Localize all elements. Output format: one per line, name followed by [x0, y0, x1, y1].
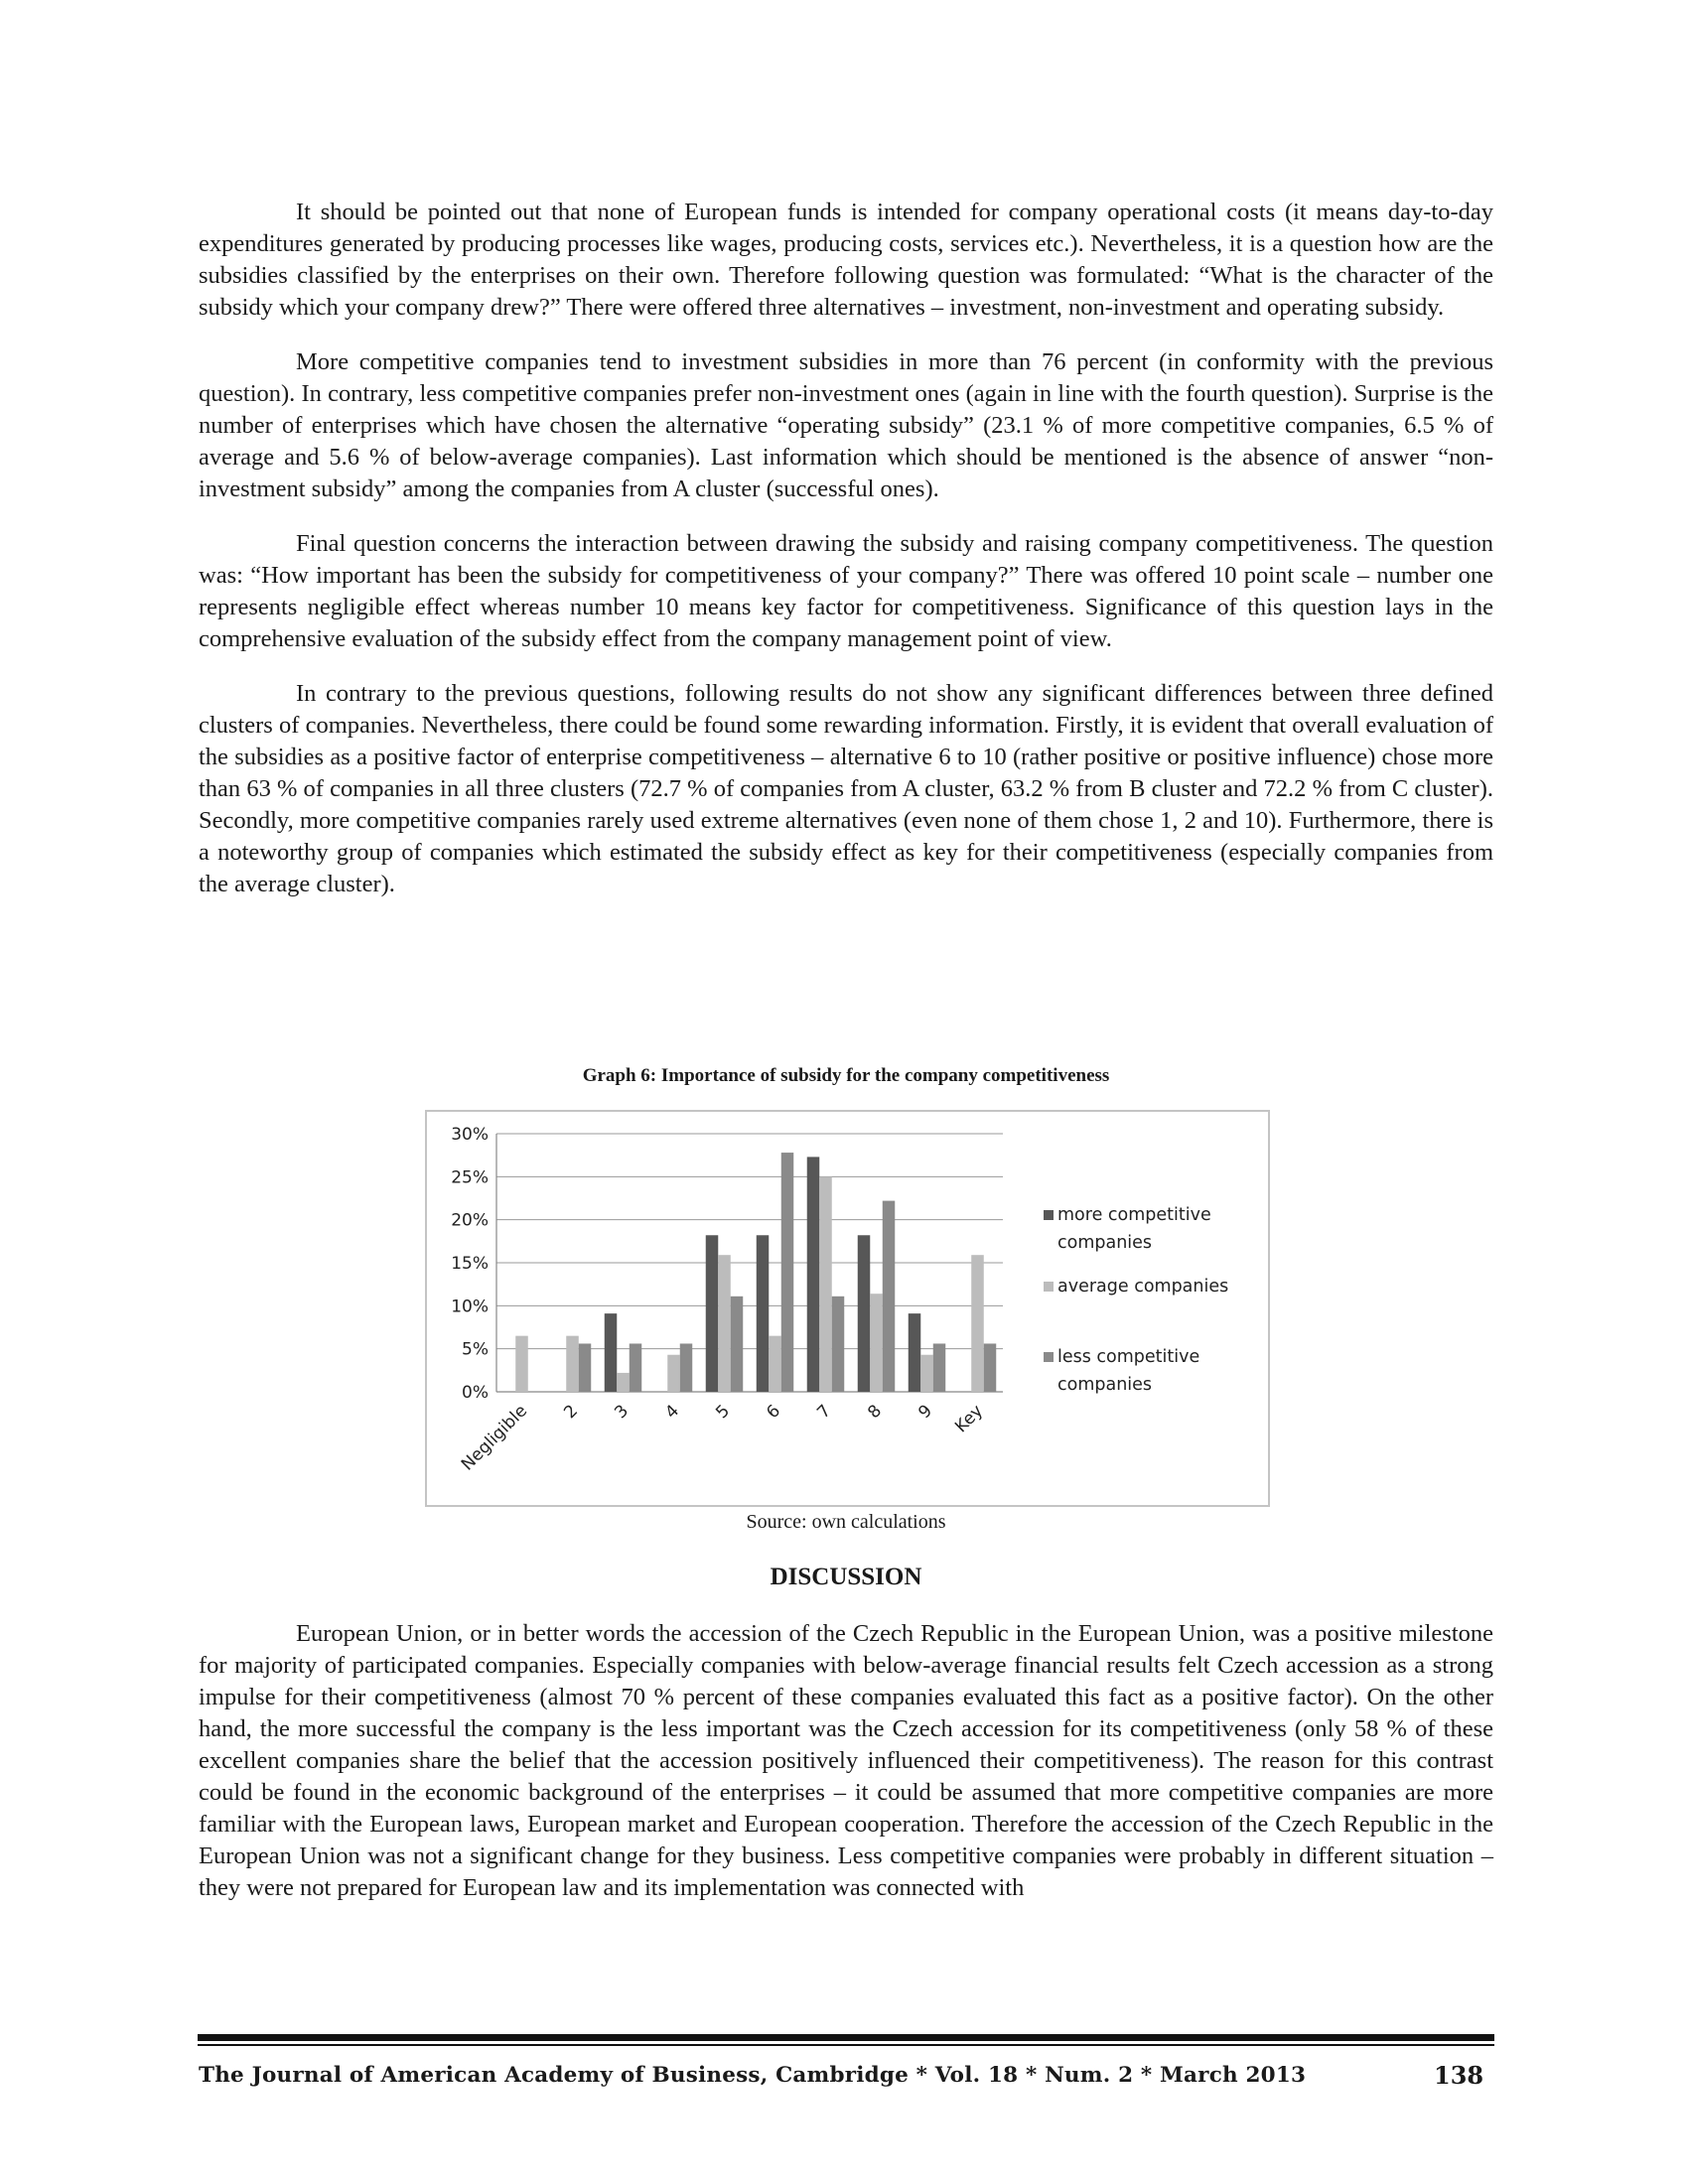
legend-label: companies	[1057, 1375, 1153, 1395]
y-tick-label: 5%	[462, 1339, 489, 1360]
legend-swatch	[1044, 1352, 1054, 1362]
bar	[832, 1297, 845, 1392]
chart-frame	[425, 1110, 1270, 1507]
y-tick-label: 10%	[451, 1297, 489, 1317]
x-tick-label: 9	[914, 1401, 937, 1424]
bar	[933, 1343, 946, 1392]
footer-journal: The Journal of American Academy of Business, Cambridge * Vol. 18 * Num. 2 * March 2013	[199, 2063, 1307, 2088]
paragraph: More competitive companies tend to investment subsidies in more than 76 percent (in conformity with the previous question). In contrary, less competitive companies prefer non-investment ones (again in line with the fourth question). Surprise is the number of enterprises which have chosen the alternative “operating subsidy” (23.1 % of more competitive companies, 6.5 % of average and 5.6 % of below-average companies). Last information which should be mentioned is the absence of answer “non-investment subsidy” among the companies from A cluster (successful ones).	[199, 348, 1493, 502]
legend-label: less competitive	[1057, 1347, 1200, 1367]
y-tick-label: 15%	[451, 1254, 489, 1274]
legend-label: more competitive	[1057, 1205, 1211, 1225]
bar	[706, 1235, 719, 1392]
bar	[731, 1297, 744, 1392]
bar	[909, 1313, 921, 1392]
bar	[984, 1343, 997, 1392]
paragraph: European Union, or in better words the accession of the Czech Republic in the European Union, was a positive milestone for majority of participated companies. Especially companies with below-average financial results felt Czech accession as a strong impulse for their competitiveness (almost 70 % percent of these companies evaluated this fact as a positive factor). On the other hand, the more successful the company is the less important was the Czech accession for its competitiveness (only 58 % of these excellent companies share the belief that the accession positively influenced their competitiveness). The reason for this contrast could be found in the economic background of the enterprises – it could be assumed that more competitive companies are more familiar with the European laws, European market and European cooperation. Therefore the accession of the Czech Republic in the European Union was not a significant change for they business. Less competitive companies were probably in different situation – they were not prepared for European law and its implementation was connected with	[199, 1620, 1493, 1901]
x-tick-label: 4	[661, 1401, 684, 1424]
bar	[605, 1313, 618, 1392]
y-tick-label: 0%	[462, 1383, 489, 1403]
graph-title: Graph 6: Importance of subsidy for the company competitiveness	[582, 1065, 1110, 1086]
y-tick-label: 25%	[451, 1167, 489, 1188]
body-text-discussion	[199, 1618, 1493, 1904]
legend-label: companies	[1057, 1233, 1153, 1253]
bar	[769, 1336, 781, 1392]
footer-rule-thick	[198, 2034, 1494, 2041]
y-tick-label: 20%	[451, 1210, 489, 1231]
x-tick-label: Key	[951, 1401, 988, 1437]
bar	[807, 1157, 820, 1392]
source-note: Source: own calculations	[746, 1511, 946, 1533]
body-text-top	[199, 197, 1493, 923]
bar	[920, 1355, 933, 1392]
bar	[781, 1153, 794, 1392]
x-tick-label: 2	[560, 1401, 583, 1424]
x-tick-label: 7	[813, 1401, 836, 1424]
bar-chart	[427, 1112, 1268, 1505]
bar	[819, 1176, 832, 1392]
paragraph: Final question concerns the interaction between drawing the subsidy and raising company competitiveness. The question was: “How important has been the subsidy for competitiveness of your company?” There was offered 10 point scale – number one represents negligible effect whereas number 10 means key factor for competitiveness. Significance of this question lays in the comprehensive evaluation of the subsidy effect from the company management point of view.	[199, 530, 1493, 652]
bar	[667, 1355, 680, 1392]
legend-swatch	[1044, 1210, 1054, 1220]
bar	[858, 1235, 871, 1392]
paragraph: In contrary to the previous questions, following results do not show any significant differences between three defined clusters of companies. Nevertheless, there could be found some rewarding information. Firstly, it is evident that overall evaluation of the subsidies as a positive factor of enterprise competitiveness – alternative 6 to 10 (rather positive or positive influence) chose more than 63 % of companies in all three clusters (72.7 % of companies from A cluster, 63.2 % from B cluster and 72.2 % from C cluster). Secondly, more competitive companies rarely used extreme alternatives (even none of them chose 1, 2 and 10). Furthermore, there is a noteworthy group of companies which estimated the subsidy effect as key for their competitiveness (especially companies from the average cluster).	[199, 680, 1493, 897]
bar	[757, 1235, 770, 1392]
bar	[566, 1336, 579, 1392]
x-tick-label: 8	[864, 1401, 887, 1424]
bar	[883, 1201, 896, 1392]
bar	[630, 1343, 642, 1392]
footer-rule-thin	[198, 2044, 1494, 2046]
bar	[718, 1255, 731, 1392]
x-tick-label: 6	[763, 1401, 785, 1424]
bar	[870, 1294, 883, 1392]
y-tick-label: 30%	[451, 1125, 489, 1145]
legend-label: average companies	[1057, 1277, 1229, 1297]
legend-swatch	[1044, 1282, 1054, 1292]
bar	[579, 1343, 592, 1392]
bar	[680, 1343, 693, 1392]
bar	[515, 1336, 528, 1392]
x-tick-label: 5	[712, 1401, 735, 1424]
paragraph: It should be pointed out that none of European funds is intended for company operational costs (it means day-to-day expenditures generated by producing processes like wages, producing costs, services etc.). Nevertheless, it is a question how are the subsidies classified by the enterprises on their own. Therefore following question was formulated: “What is the character of the subsidy which your company drew?” There were offered three alternatives – investment, non-investment and operating subsidy.	[199, 199, 1493, 321]
bar	[971, 1255, 984, 1392]
page-number: 138	[1434, 2061, 1484, 2090]
discussion-heading: DISCUSSION	[770, 1564, 922, 1590]
bar	[617, 1373, 630, 1392]
x-tick-label: 3	[611, 1401, 633, 1424]
x-tick-label: Negligible	[457, 1401, 532, 1475]
